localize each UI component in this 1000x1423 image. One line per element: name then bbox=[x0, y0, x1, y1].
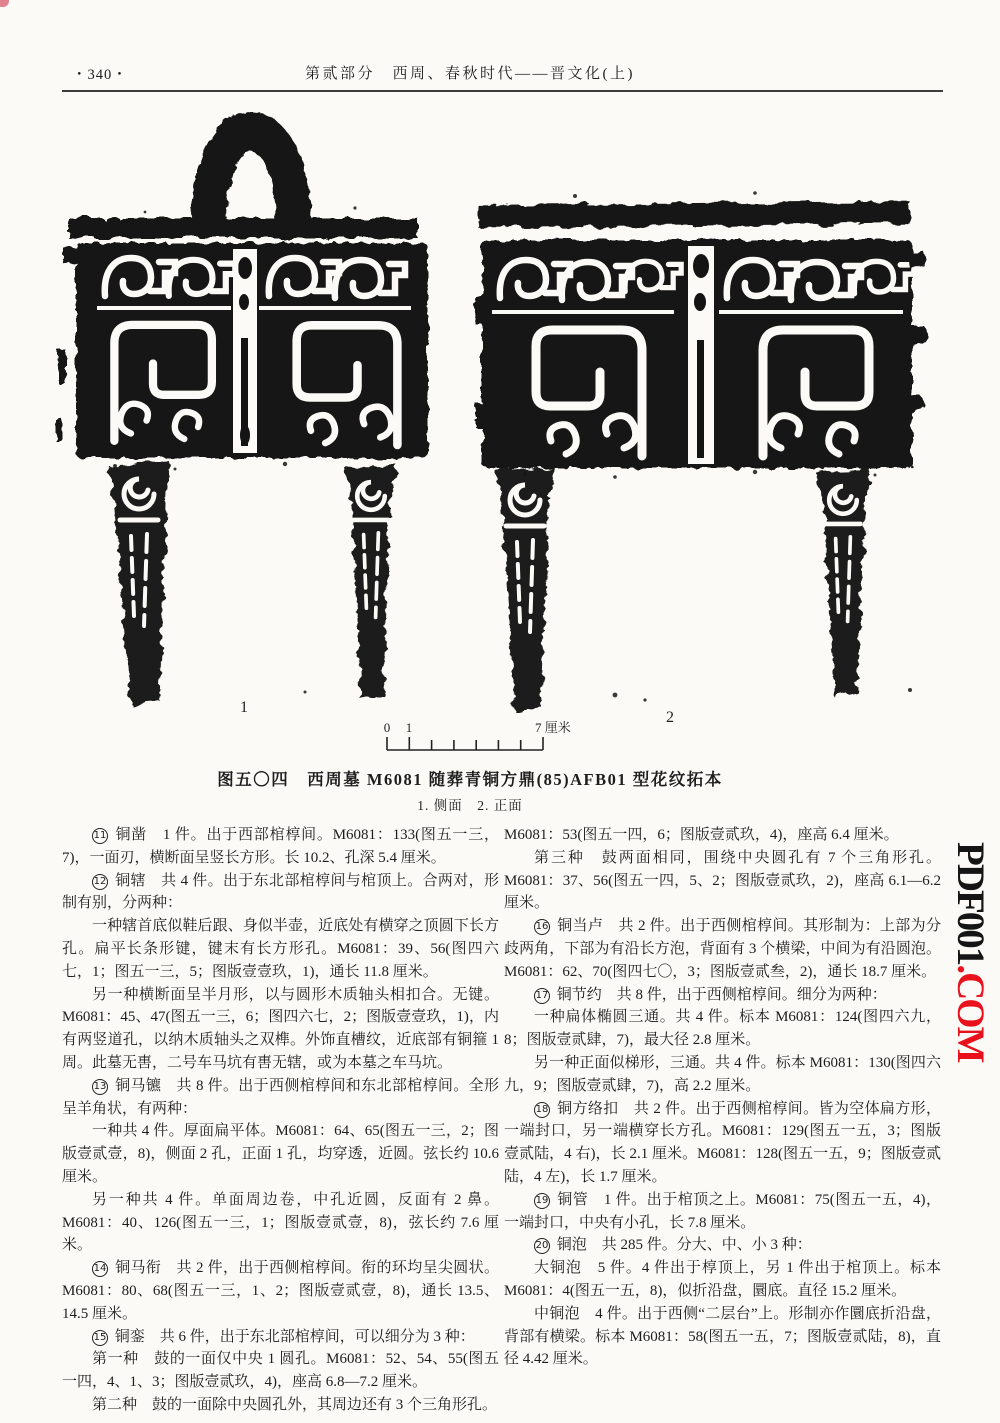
vessel-flange bbox=[688, 246, 714, 464]
item-number-badge: 13 bbox=[92, 1079, 108, 1095]
paragraph: 13 铜马镳 共 8 件。出于西侧棺椁间和东北部棺椁间。全形呈羊角状，有两种： bbox=[62, 1077, 499, 1117]
paragraph: 18 铜方络扣 共 2 件。出于西侧棺椁间。皆为空体扁方形，一端封口，另一端横穿长方孔。M6081：129(图五一五，3；图版壹贰陆，4 右)，长 2.1 厘米。M6081：128(图五一五，9；图版壹贰陆，4 左)，长 1.7 厘米。 bbox=[504, 1100, 941, 1185]
header-rule bbox=[62, 90, 943, 92]
svg-text:0: 0 bbox=[383, 720, 391, 735]
paragraph: 第一种 鼓的一面仅中央 1 圆孔。M6081：52、54、55(图五一四，4、1、3；图版壹贰玖，4)，座高 6.8—7.2 厘米。 bbox=[62, 1351, 499, 1391]
scan-corner-mark bbox=[0, 0, 9, 7]
view1-label: 1 bbox=[240, 699, 248, 716]
paragraph: 第三种 鼓两面相同，围绕中央圆孔有 7 个三角形孔。M6081：37、56(图五一四，5、2；图版壹贰玖，2)，座高 6.1—6.2 厘米。 bbox=[504, 849, 941, 912]
vessel-side-view bbox=[56, 112, 428, 716]
svg-text:1: 1 bbox=[405, 720, 413, 735]
paragraph: 20 铜泡 共 285 件。分大、中、小 3 种： bbox=[535, 1237, 812, 1254]
vessel-leg bbox=[108, 462, 170, 705]
pdf001-watermark bbox=[948, 842, 993, 1102]
vessel-leg bbox=[815, 470, 871, 698]
watermark-black-text: PDF001 bbox=[949, 842, 992, 965]
vessel-leg bbox=[495, 468, 555, 712]
right-text-column bbox=[504, 824, 941, 1371]
running-title: 第贰部分 西周、春秋时代——晋文化(上) bbox=[305, 66, 635, 82]
paragraph: 12 铜辖 共 4 件。出于东北部棺椁间与棺顶上。合两对，形制有别，分两种： bbox=[62, 872, 499, 912]
paragraph: 14 铜马衔 共 2 件，出于西侧棺椁间。衔的环均呈尖圆状。M6081：80、68(图五一三，1、2；图版壹贰壹，8)，通长 13.5、14.5 厘米。 bbox=[62, 1260, 499, 1322]
vessel-rim-band bbox=[68, 218, 418, 238]
figure-rubbing bbox=[55, 100, 945, 760]
vessel-rim-band bbox=[478, 201, 910, 228]
paragraph: 大铜泡 5 件。4 件出于椁顶上，另 1 件出于棺顶上。标本 M6081：4(图五一五，8)，似折沿盘，圜底。直径 15.2 厘米。 bbox=[504, 1260, 941, 1299]
item-number-badge: 16 bbox=[534, 919, 550, 935]
scale-bar bbox=[387, 737, 543, 750]
paragraph: 11 铜凿 1 件。出于西部棺椁间。M6081：133(图五一三，7)，一面刃，横断面呈竖长方形。长 10.2、孔深 5.4 厘米。 bbox=[62, 827, 499, 866]
item-number-badge: 18 bbox=[534, 1102, 550, 1118]
vessel-flange bbox=[233, 249, 257, 453]
page-number: ・340・ bbox=[72, 67, 128, 83]
vessel-handle bbox=[181, 112, 321, 230]
item-number-badge: 15 bbox=[92, 1330, 108, 1346]
left-text-column bbox=[62, 824, 499, 1417]
paragraph: 另一种共 4 件。单面周边卷，中孔近圆，反面有 2 鼻。M6081：40、126(图五一三，1；图版壹贰壹，8)，弦长约 7.6 厘米。 bbox=[62, 1191, 499, 1254]
svg-text:7 厘米: 7 厘米 bbox=[535, 720, 571, 735]
item-number-badge: 20 bbox=[534, 1238, 550, 1254]
figure-subcaption: 1. 侧面 2. 正面 bbox=[417, 798, 523, 813]
paragraph: M6081：53(图五一四，6；图版壹贰玖，4)，座高 6.4 厘米。 bbox=[504, 827, 899, 843]
item-number-badge: 12 bbox=[92, 874, 108, 890]
vessel-leg bbox=[345, 465, 397, 700]
vessel-front-view bbox=[475, 201, 927, 726]
paragraph: 中铜泡 4 件。出于西侧“二层台”上。形制亦作圜底折沿盘，背部有横梁。标本 M6081：58(图五一五，7；图版壹贰陆，8)，直径 4.42 厘米。 bbox=[504, 1305, 941, 1368]
paragraph: 一种共 4 件。厚面扁平体。M6081：64、65(图五一三，2；图版壹贰壹，8)，侧面 2 孔，正面 1 孔，均穿透，近圆。弦长约 10.6 厘米。 bbox=[62, 1123, 499, 1185]
item-number-badge: 14 bbox=[92, 1261, 108, 1277]
paragraph: 另一种横断面呈半月形，以与圆形木质轴头相扣合。无键。M6081：45、47(图五一三，6；图四六七，2；图版壹壹玖，1)，内有两竖道孔，以纳木质轴头之双榫。外饰直槽纹，近底部有铜箍 1 周。此墓无軎，二号车马坑有軎无辖，或为本墓之车马坑。 bbox=[62, 986, 499, 1071]
view2-label: 2 bbox=[666, 709, 674, 726]
paragraph: 15 铜銮 共 6 件，出于东北部棺椁间，可以细分为 3 种： bbox=[93, 1328, 475, 1345]
item-number-badge: 11 bbox=[92, 828, 108, 844]
paragraph: 17 铜节约 共 8 件，出于西侧棺椁间。细分为两种： bbox=[535, 986, 887, 1003]
item-number-badge: 17 bbox=[534, 988, 550, 1004]
paragraph: 第二种 鼓的一面除中央圆孔外，其周边还有 3 个三角形孔。 bbox=[92, 1396, 498, 1413]
paragraph: 19 铜管 1 件。出于棺顶之上。M6081：75(图五一五，4)，一端封口，中央有小孔，长 7.8 厘米。 bbox=[504, 1191, 941, 1231]
paragraph: 16 铜当卢 共 2 件。出于西侧棺椁间。其形制为：上部为分歧两角，下部为有沿长方泡，背面有 3 个横梁，中间为有沿圆泡。M6081：62、70(图四七〇，3；图版壹贰叁，2)，通长 18.7 厘米。 bbox=[504, 918, 941, 980]
scale-bar-labels bbox=[384, 720, 571, 735]
item-number-badge: 19 bbox=[534, 1193, 550, 1209]
paragraph: 一种扁体椭圆三通。共 4 件。标本 M6081：124(图四六九，8；图版壹贰肆，7)，最大径 2.8 厘米。 bbox=[504, 1009, 941, 1049]
paragraph: 一种辖首底似鞋后跟、身似半壶，近底处有横穿之顶圆下长方孔。扁平长条形键，键末有长方形孔。M6081：39、56(图四六七，1；图五一三，5；图版壹壹玖，1)，通长 11.8 厘米。 bbox=[62, 918, 499, 980]
figure-caption: 图五〇四 西周墓 M6081 随葬青铜方鼎(85)AFB01 型花纹拓本 bbox=[217, 770, 723, 789]
watermark-red-text: .COM bbox=[949, 964, 992, 1062]
bronze-ding-rubbing-svg bbox=[55, 100, 945, 760]
paragraph: 另一种正面似梯形，三通。共 4 件。标本 M6081：130(图四六九，9；图版壹贰肆，7)，高 2.2 厘米。 bbox=[504, 1054, 941, 1094]
